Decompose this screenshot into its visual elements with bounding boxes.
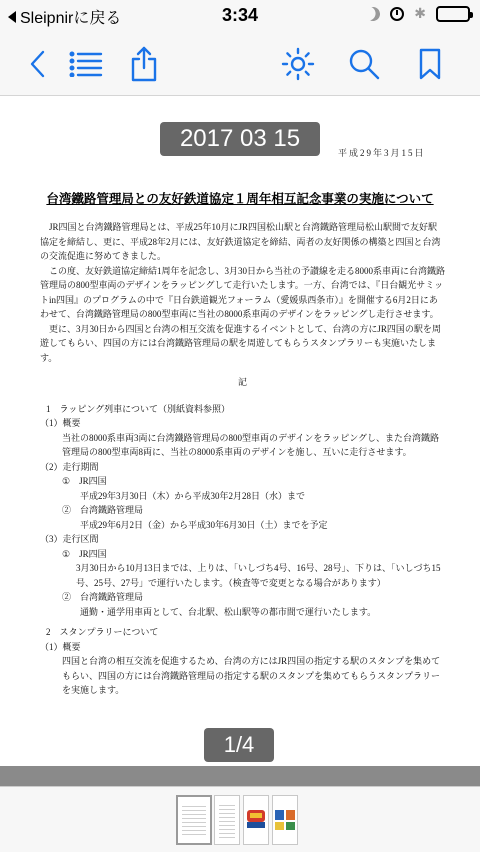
brightness-icon (281, 47, 315, 81)
status-icons (366, 6, 470, 22)
list-item: （1）概要 (40, 418, 81, 428)
thumbnail-page-2[interactable] (214, 795, 240, 845)
chevron-left-icon (27, 49, 49, 79)
document-body (40, 220, 445, 698)
list-item: 2 スタンプラリーについて (46, 627, 159, 637)
list-item: 平成29年6月2日（金）から平成30年6月30日（土）までを予定 (80, 519, 328, 530)
bookmark-icon (418, 47, 442, 81)
search-icon (347, 47, 381, 81)
share-icon (130, 46, 158, 82)
thumbnail-page-3[interactable] (243, 795, 269, 845)
paragraph: JR四国と台湾鐵路管理局とは、平成25年10月にJR四国松山駅と台湾鐵路管理局松山駅間で友好駅協定を締結し、更に、平成28年2月には、友好鉄道協定を締結、両者の友好関係の構築と四国と台湾の交流促進に努めてきました。 (40, 222, 441, 261)
alarm-icon (390, 7, 404, 21)
back-app-label: Sleipnirに戻る (20, 10, 122, 27)
back-button[interactable] (18, 44, 58, 84)
list-item: （3）走行区間 (40, 534, 99, 544)
date-badge: 2017 03 15 (160, 122, 320, 156)
list-item: ② 台湾鐵路管理局 (62, 505, 144, 515)
moon-icon (364, 5, 382, 23)
share-button[interactable] (124, 44, 164, 84)
status-bar (0, 0, 480, 34)
list-item: 当社の8000系車両3両に台湾鐵路管理局の800型車両のデザインをラッピングし、また台湾鐵路管理局の800型車両8両に、当社の8000系車両のデザインを施し、互いに走行させます。 (62, 432, 440, 457)
thumbnail-page-1[interactable] (176, 795, 212, 845)
bluetooth-icon: ✱ (414, 6, 426, 22)
contents-list-button[interactable] (66, 44, 106, 84)
list-item: 3月30日から10月13日までは、上りは、「いしづち4号、16号、28号」、下りは、「いしづち15号、25号、27号」で運行いたします。（検査等で変更となる場合があります） (76, 563, 441, 588)
train-image-icon (244, 796, 268, 844)
document-date: 平成29年3月15日 (338, 148, 426, 158)
paragraph: 更に、3月30日から四国と台湾の相互交流を促進するイベントとして、台湾の方にJR四国の駅を周遊してもらい、四国の方には台湾鐵路管理局の駅を周遊してもらうスタンプラリーも実施いたします。 (40, 323, 441, 363)
status-time: 3:34 (221, 5, 259, 25)
ki-heading: 記 (237, 377, 247, 387)
list-item: ① JR四国 (62, 476, 107, 486)
list-item: 通勤・通学用車両として、台北駅、松山駅等の都市間で運行いたします。 (80, 606, 377, 617)
list-icon (69, 51, 103, 77)
train-image-icon (273, 796, 297, 844)
document-page[interactable] (0, 96, 480, 766)
list-item: ① JR四国 (62, 548, 107, 559)
search-button[interactable] (344, 44, 384, 84)
paragraph: この度、友好鉄道協定締結1周年を記念し、3月30日から当社の予讃線を走る8000系車両に台湾鐵路管理局の800型車両のデザインをラッピングして走行いたします。一方、台湾では、『日台観光サミットin四国』のプログラムの中で『日台鉄道観光フォーラム（愛媛県西条市）』を開催する6月2日にあわせて、台湾鐵路管理局の800型車両に当社の8000系車両のデザインをラッピングし走行させます。 (40, 265, 446, 319)
list-item: （1）概要 (40, 641, 81, 652)
viewer-toolbar (0, 34, 480, 96)
list-item: 平成29年3月30日（木）から平成30年2月28日（水）まで (80, 490, 306, 501)
battery-icon (436, 6, 470, 22)
list-item: （2）走行期間 (40, 461, 99, 472)
thumbnail-page-4[interactable] (272, 795, 298, 845)
brightness-button[interactable] (278, 44, 318, 84)
thumbnail-strip (0, 786, 480, 852)
page-indicator: 1/4 (204, 728, 274, 762)
list-item: 1 ラッピング列車について（別紙資料参照） (46, 403, 230, 414)
document-title: 台湾鐵路管理局との友好鉄道協定１周年相互記念事業の実施について (46, 192, 434, 206)
page-gap (0, 766, 480, 786)
list-item: 四国と台湾の相互交流を促進するため、台湾の方にはJR四国の指定する駅のスタンプを集めてもらい、四国の方には台湾鐵路管理局の指定する駅のスタンプを集めてもらうスタンプラリーを実施します。 (62, 656, 441, 695)
bookmark-button[interactable] (410, 44, 450, 84)
list-item: ② 台湾鐵路管理局 (62, 592, 144, 602)
